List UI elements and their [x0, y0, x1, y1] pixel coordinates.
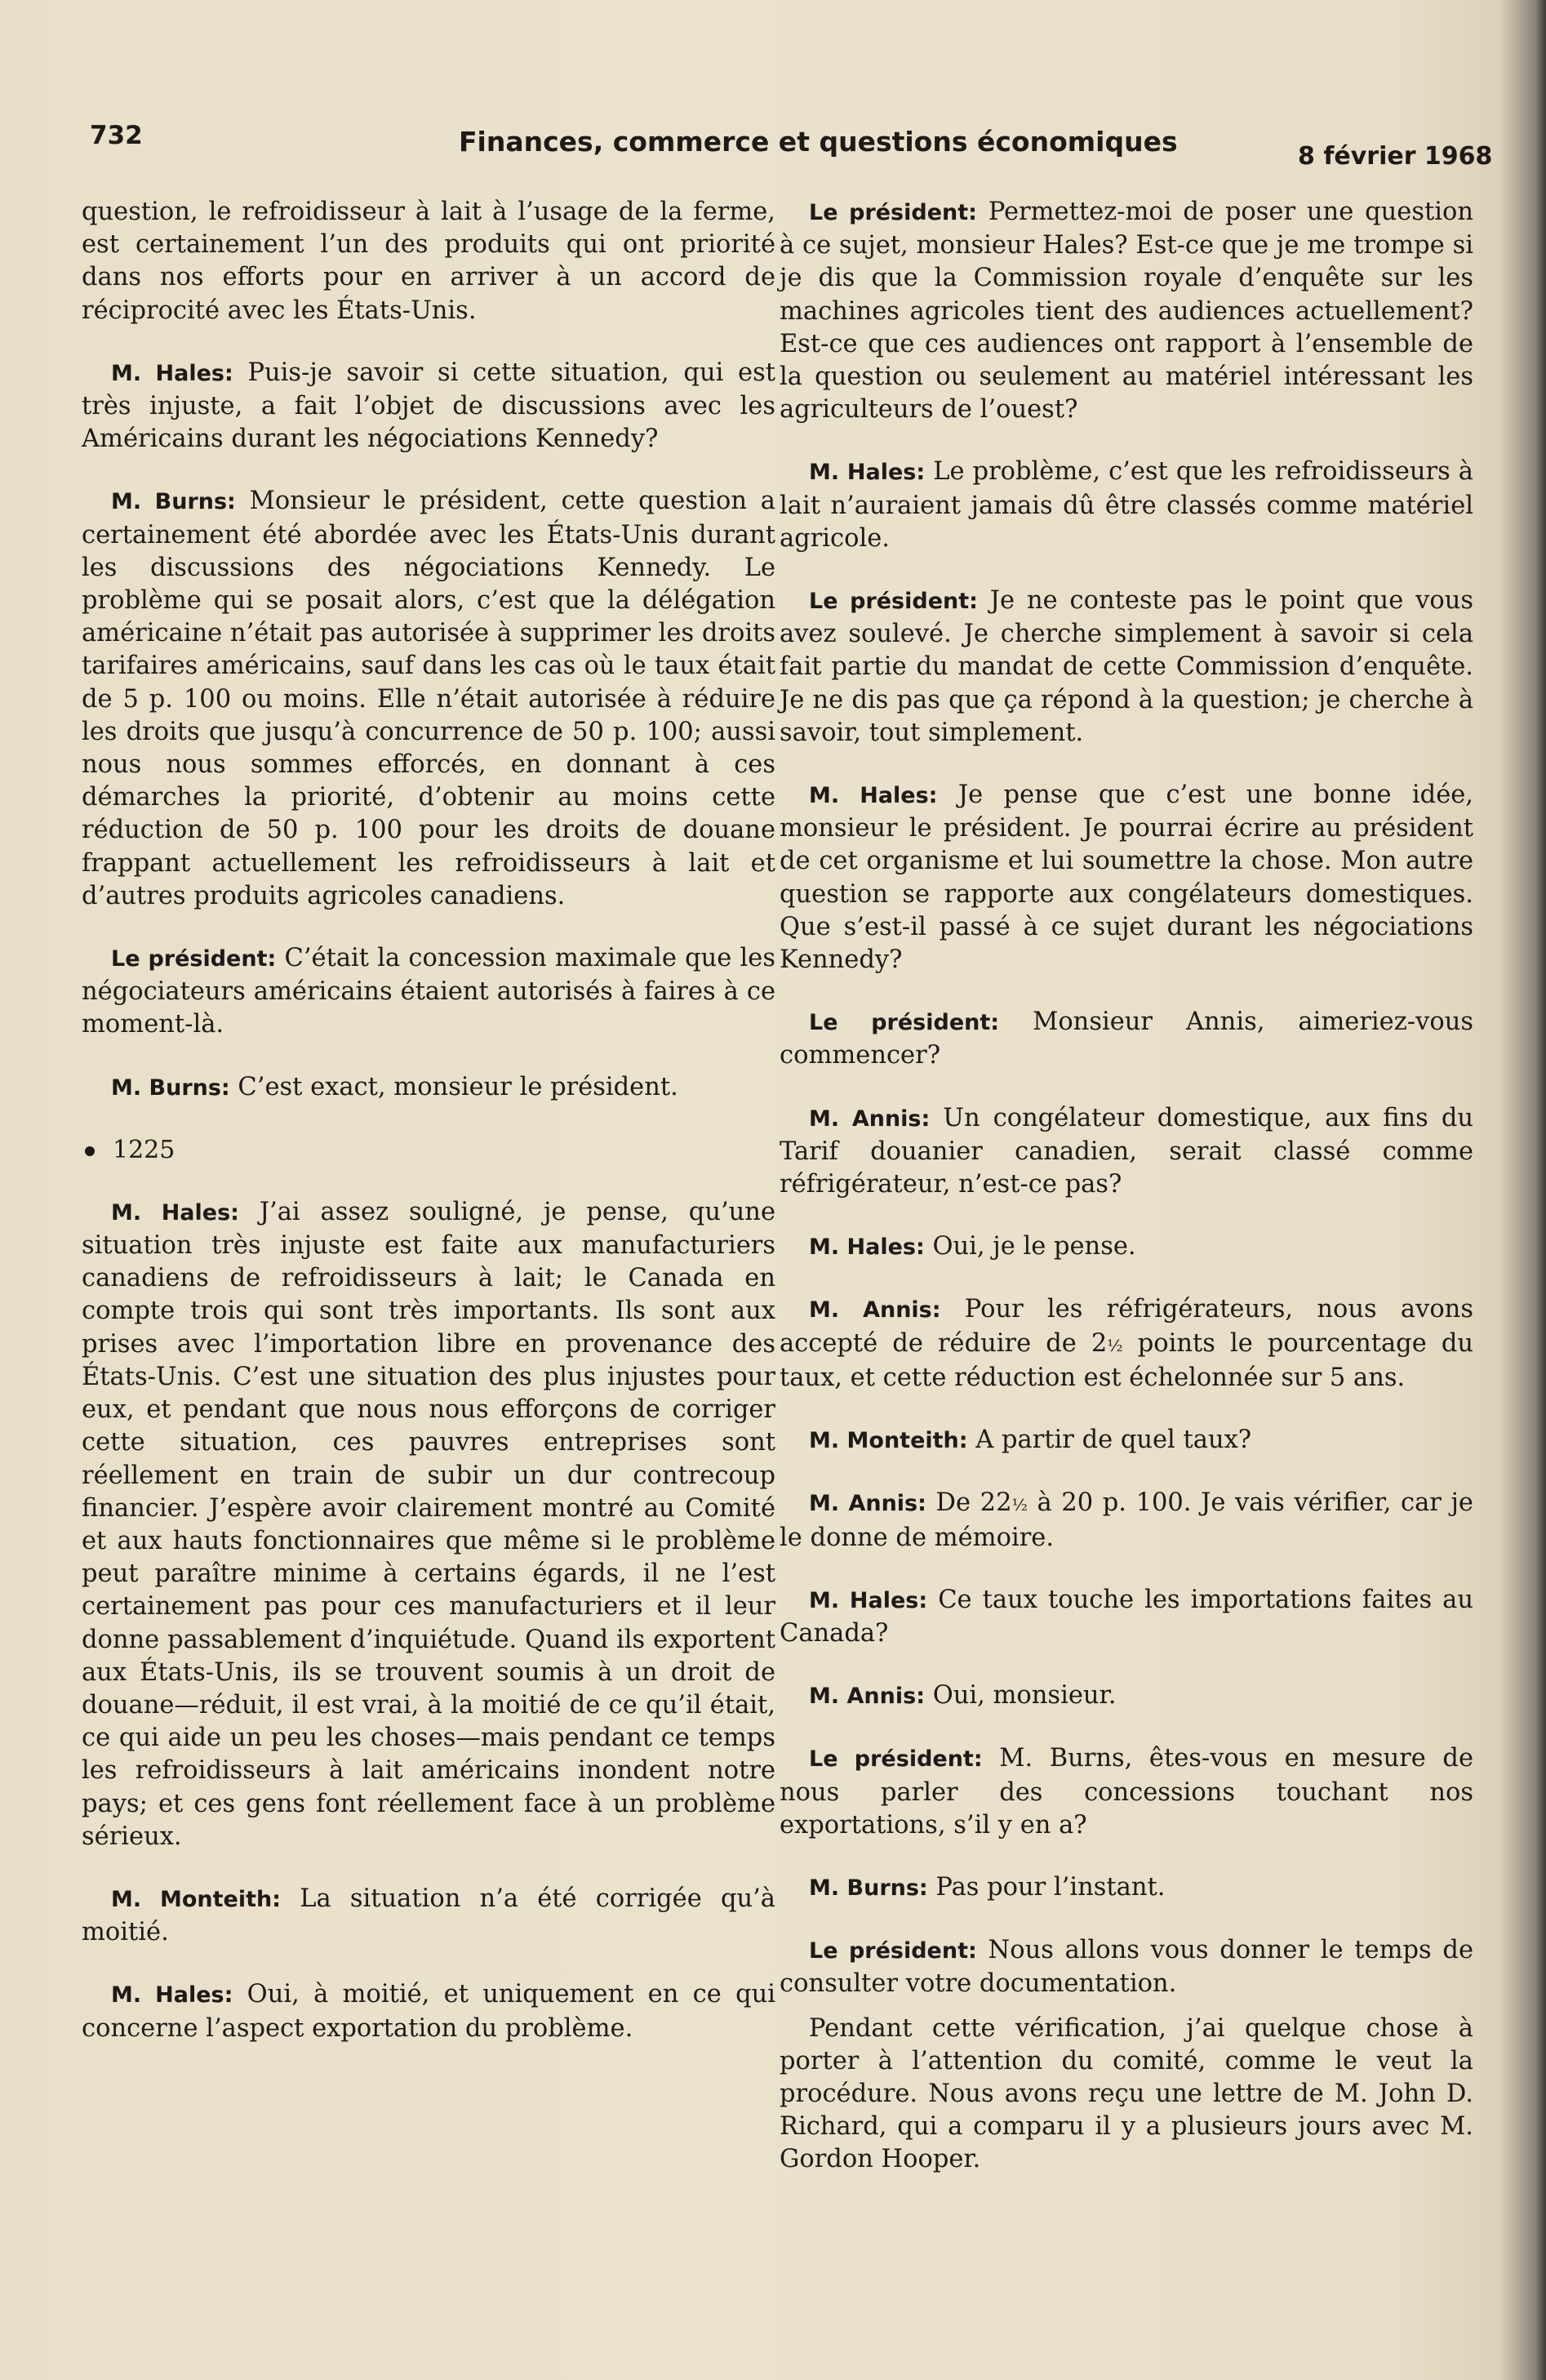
speaker-name: Le président: [809, 1938, 977, 1964]
paragraph [780, 1487, 1473, 1554]
header-date: 8 février 1968 [1298, 142, 1493, 171]
paragraph [780, 1679, 1473, 1713]
paragraph [780, 1584, 1473, 1650]
paragraph [780, 1293, 1473, 1395]
paragraph [82, 942, 775, 1042]
paragraph [82, 1978, 775, 2044]
paragraph [780, 585, 1473, 750]
speech-text: Pas pour l’instant. [927, 1872, 1166, 1902]
speech-text: Monsieur le président, cette question a certainement été abordée avec les États-Unis durant les discussions des négociations Kennedy. Le problème qui se posait alors, c’est que la délégation américaine n’était pas autorisée à supprimer les droits tarifaires américains, sauf dans les cas où le taux était de 5 p. 100 ou moins. Elle n’était autorisée à réduire les droits que jusqu’à concurrence de 50 p. 100; aussi nous nous sommes efforcés, en donnant à ces démarches la priorité, d’obtenir au moins cette réduction de 50 p. 100 pour les droits de douane frappant actuellement les refroidisseurs à lait et d’autres produits agricoles canadiens. [82, 487, 775, 910]
paragraph [780, 779, 1473, 976]
time-marker [82, 1134, 775, 1167]
paragraph: question, le refroidisseur à lait à l’usage de la ferme, est certainement l’un des produits qui ont priorité dans nos efforts pour en arriver à un accord de réciprocité avec les États-Unis. [82, 198, 775, 325]
speaker-name: M. Hales: [809, 460, 926, 486]
speech-text: à 20 p. 100. Je vais vérifier, car je le donne de mémoire. [780, 1488, 1473, 1552]
paragraph [780, 456, 1473, 555]
paragraph [82, 1883, 775, 1949]
speaker-name: M. Hales: [111, 1982, 233, 2009]
paragraph [82, 1196, 775, 1853]
speaker-name: M. Hales: [809, 783, 938, 809]
speaker-name: M. Annis: [809, 1491, 926, 1517]
speech-text: Oui, monsieur. [925, 1681, 1117, 1710]
speech-text: Puis-je savoir si cette situation, qui est très injuste, a fait l’objet de discussions avec les Américains durant les négociations Kennedy? [82, 358, 775, 454]
speaker-name: M. Hales: [111, 360, 233, 386]
speech-text: M. Burns, êtes-vous en mesure de nous parler des concessions touchant nos exportations, s’il y en a? [780, 1744, 1473, 1839]
running-title: Finances, commerce et questions économiques [459, 126, 1178, 158]
speech-text: Nous allons vous donner le temps de consulter votre documentation. [780, 1936, 1473, 1999]
speaker-name: Le président: [809, 1010, 1000, 1036]
paragraph [780, 1424, 1473, 1457]
speech-text: Oui, je le pense. [924, 1232, 1136, 1261]
paragraph [780, 2013, 1473, 2177]
paragraph [780, 1742, 1473, 1842]
paragraph [82, 357, 775, 456]
time-marker-text: 1225 [113, 1135, 175, 1164]
speaker-name: M. Hales: [809, 1234, 925, 1261]
fraction: ½ [1107, 1335, 1123, 1355]
speaker-name: M. Burns: [111, 489, 236, 515]
paragraph [780, 1006, 1473, 1072]
speech-text: Permettez-moi de poser une question à ce sujet, monsieur Hales? Est-ce que je me trompe si je dis que la Commission royale d’enquête sur les machines agricoles tient des audiences actuellement? Est-ce que ces audiences ont rapport à l’ensemble de la question ou seulement au matériel intéressant les agriculteurs de l’ouest? [780, 198, 1474, 425]
speech-text: Oui, à moitié, et uniquement en ce qui concerne l’aspect exportation du problème. [82, 1980, 776, 2043]
speaker-name: Le président: [809, 589, 978, 615]
speech-text: Pour les réfrigérateurs, nous avons accepté de réduire de 2 [780, 1295, 1473, 1358]
speech-text: Je pense que c’est une bonne idée, monsieur le président. Je pourrai écrire au président de cet organisme et lui soumettre la chose. Mon autre question se rapporte aux congélateurs domestiques. Que s’est-il passé à ce sujet durant les négociations Kennedy? [780, 781, 1473, 975]
speaker-name: M. Monteith: [809, 1428, 968, 1454]
speaker-name: M. Monteith: [111, 1886, 282, 1912]
paragraph [780, 1230, 1473, 1264]
speaker-name: M. Hales: [111, 1199, 239, 1226]
paragraph [780, 1102, 1473, 1202]
paragraph [780, 1871, 1473, 1905]
speech-text: De 22 [926, 1488, 1012, 1518]
speaker-name: M. Burns: [111, 1074, 230, 1101]
speech-text: J’ai assez souligné, je pense, qu’une situation très injuste est faite aux manufacturiers canadiens de refroidisseurs à lait; le Canada en compte trois qui sont très importants. Ils sont aux prises avec l’importation libre en provenance des États-Unis. C’est une situation des plus injustes pour eux, et pendant que nous nous efforçons de corriger cette situation, ces pauvres entreprises sont réellement en train de subir un dur contrecoup financier. J’espère avoir clairement montré au Comité et aux hauts fonctionnaires que même si le problème peut paraître minime à certains égards, il ne l’est certainement pas pour ces manufacturiers et il leur donne passablement d’inquiétude. Quand ils exportent aux États-Unis, ils se trouvent soumis à un droit de douane—réduit, il est vrai, à la moitié de ce qu’il était, ce qui aide un peu les choses—mais pendant ce temps les refroidisseurs à lait américains inondent notre pays; et ces gens font réellement face à un problème sérieux. [82, 1197, 775, 1851]
speech-text: Monsieur Annis, aimeriez-vous commencer? [780, 1008, 1473, 1070]
page-header [90, 121, 1494, 170]
paragraph [82, 1071, 775, 1105]
speaker-name: M. Annis: [809, 1105, 931, 1132]
left-column [82, 196, 775, 2075]
paragraph [780, 196, 1473, 426]
speech-text: Le problème, c’est que les refroidisseurs à lait n’auraient jamais dû être classés comme matériel agricole. [780, 457, 1473, 553]
speech-text: Pendant cette vérification, j’ai quelque chose à porter à l’attention du comité, comme le veut la procédure. Nous avons reçu une lettre de M. John D. Richard, qui a comparu il y a plusieurs jours avec M. Gordon Hooper. [780, 2013, 1473, 2174]
fraction: ½ [1011, 1495, 1028, 1515]
speech-text: Un congélateur domestique, aux fins du Tarif douanier canadien, serait classé comme réfrigérateur, n’est-ce pas? [780, 1103, 1473, 1199]
speaker-name: M. Hales: [809, 1587, 928, 1613]
speech-text: C’est exact, monsieur le président. [229, 1072, 678, 1101]
speech-text: points le pourcentage du taux, et cette réduction est échelonnée sur 5 ans. [780, 1328, 1473, 1392]
speaker-name: Le président: [111, 946, 277, 972]
speaker-name: Le président: [809, 200, 977, 225]
paragraph [82, 485, 775, 913]
page-number: 732 [90, 121, 143, 150]
paragraph [780, 1934, 1473, 2000]
speaker-name: M. Annis: [809, 1297, 941, 1323]
speaker-name: M. Annis: [809, 1684, 925, 1710]
speech-text: A partir de quel taux? [967, 1426, 1252, 1455]
speaker-name: M. Burns: [809, 1875, 928, 1901]
speech-text: Je ne conteste pas le point que vous avez soulevé. Je cherche simplement à savoir si cela fait partie du mandat de cette Commission d’enquête. Je ne dis pas que ça répond à la question; je cherche à savoir, tout simplement. [780, 586, 1473, 747]
right-column [780, 196, 1473, 2206]
speech-text: C’était la concession maximale que les négociateurs américains étaient autorisés à faires à ce moment-là. [82, 944, 776, 1039]
speech-text: La situation n’a été corrigée qu’à moitié. [82, 1884, 775, 1947]
speaker-name: Le président: [809, 1746, 983, 1773]
bullet-icon [85, 1146, 95, 1156]
speech-text: Ce taux touche les importations faites au Canada? [780, 1585, 1474, 1648]
